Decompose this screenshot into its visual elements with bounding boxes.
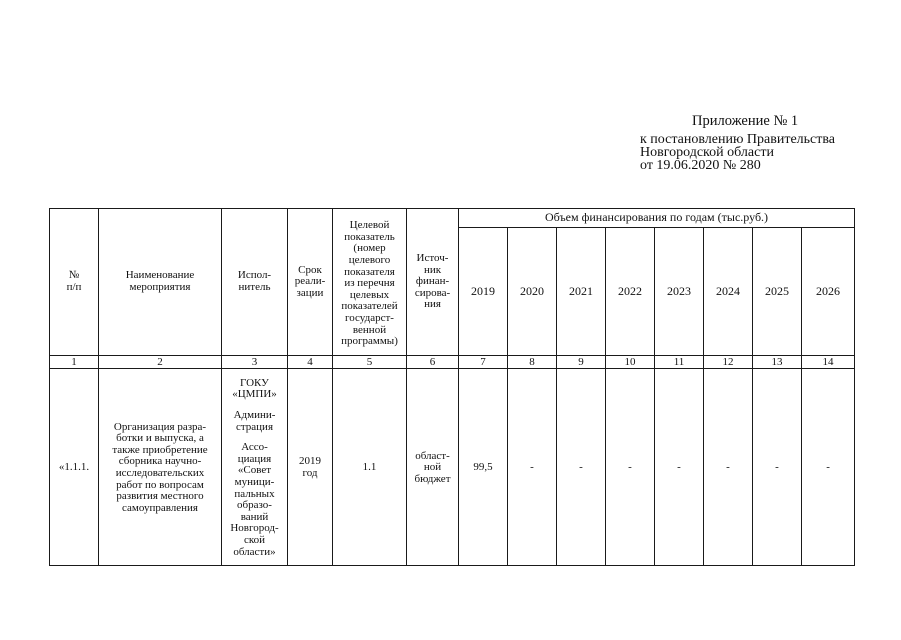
header-year: 2025 [753,228,802,356]
table-row [50,369,855,566]
row-value-2026: - [802,369,855,566]
col-number: 5 [333,356,407,369]
row-value-2022: - [606,369,655,566]
col-number: 12 [704,356,753,369]
col-number: 2 [99,356,222,369]
header-year: 2026 [802,228,855,356]
col-number: 8 [508,356,557,369]
row-name: Организация разра- ботки и выпуска, а также приобретение сборника научно- исследовательских работ по вопросам развития местного самоуправления [99,369,222,566]
row-value-2019: 99,5 [459,369,508,566]
header-name: Наименование мероприятия [99,209,222,356]
funding-table [49,208,855,566]
row-value-2024: - [704,369,753,566]
appendix-title: Приложение № 1 [692,113,799,129]
col-number: 7 [459,356,508,369]
appendix-ref-line1: к постановлению Правительства [640,132,836,147]
appendix-ref-line3: от 19.06.2020 № 280 [640,158,761,173]
row-target: 1.1 [333,369,407,566]
header-year: 2024 [704,228,753,356]
header-funding-title: Объем финансирования по годам (тыс.руб.) [459,209,855,228]
col-number: 4 [288,356,333,369]
header-target: Целевой показатель (номер целевого показателя из перечня целевых показателей государст- венной программы) [333,209,407,356]
col-number: 1 [50,356,99,369]
row-value-2021: - [557,369,606,566]
header-num: № п/п [50,209,99,356]
header-year: 2021 [557,228,606,356]
col-number: 3 [222,356,288,369]
header-year: 2022 [606,228,655,356]
col-number: 10 [606,356,655,369]
row-term: 2019 год [288,369,333,566]
header-year: 2020 [508,228,557,356]
row-executor: ГОКУ «ЦМПИ» Админи- страция Ассо- циация «Совет муници- пальных образо- ваний Новгород- ской области» [222,369,288,566]
row-value-2020: - [508,369,557,566]
row-value-2025: - [753,369,802,566]
col-number: 9 [557,356,606,369]
column-number-row [50,356,855,369]
header-year: 2023 [655,228,704,356]
col-number: 6 [407,356,459,369]
col-number: 14 [802,356,855,369]
row-value-2023: - [655,369,704,566]
header-source: Источ- ник финан- сирова- ния [407,209,459,356]
header-year: 2019 [459,228,508,356]
col-number: 13 [753,356,802,369]
header-term: Срок реали- зации [288,209,333,356]
appendix-ref-line2: Новгородской области [640,145,774,160]
row-num: «1.1.1. [50,369,99,566]
col-number: 11 [655,356,704,369]
row-source: област- ной бюджет [407,369,459,566]
header-executor: Испол- нитель [222,209,288,356]
